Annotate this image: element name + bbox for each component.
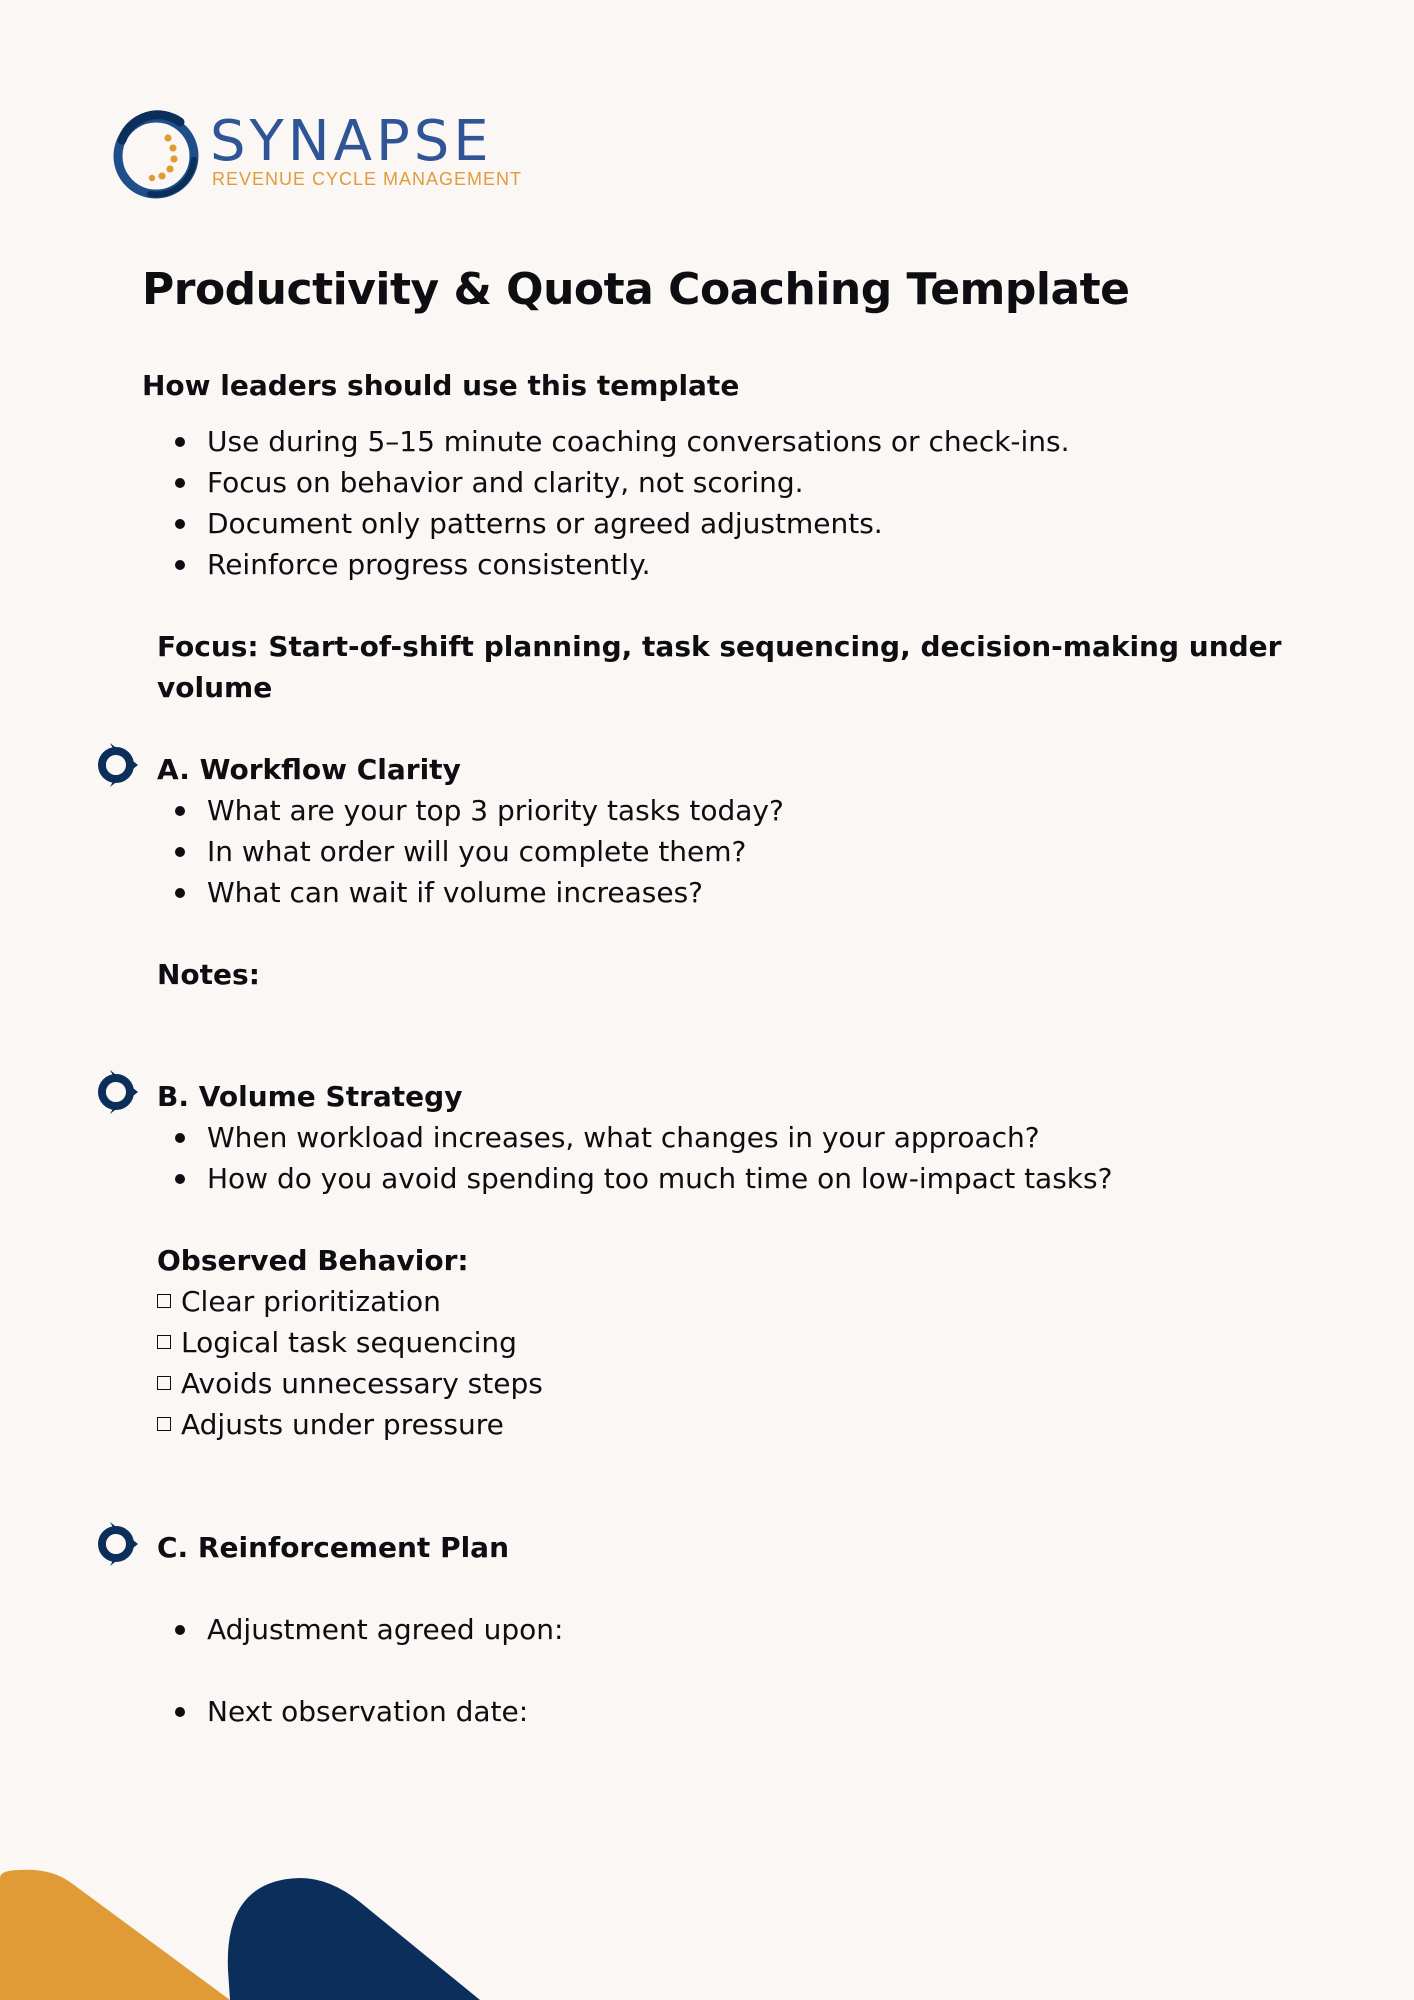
synapse-logo-icon (110, 110, 202, 202)
list-item: What can wait if volume increases? (157, 872, 784, 913)
checklist-item-label: Logical task sequencing (181, 1326, 517, 1359)
focus-line-2: volume (157, 671, 273, 704)
usage-list (157, 421, 1070, 585)
checklist-item[interactable] (157, 1404, 543, 1445)
section-a-heading: A. Workflow Clarity (157, 753, 461, 786)
orange-shape (0, 1870, 230, 2000)
section-c-list (157, 1609, 563, 1650)
observed-behavior-label: Observed Behavior: (157, 1244, 469, 1277)
list-item: When workload increases, what changes in your approach? (157, 1117, 1112, 1158)
logo-tagline: REVENUE CYCLE MANAGEMENT (212, 169, 523, 189)
checklist-item[interactable] (157, 1322, 543, 1363)
section-c-arrow-icon (92, 1520, 142, 1568)
observed-behavior-checklist (157, 1281, 543, 1445)
section-c-heading: C. Reinforcement Plan (157, 1531, 510, 1564)
focus-line-1: Focus: Start-of-shift planning, task sequencing, decision-making under (157, 630, 1282, 663)
list-item: Document only patterns or agreed adjustments. (157, 503, 1070, 544)
list-item: What are your top 3 priority tasks today? (157, 790, 784, 831)
checkbox-icon[interactable] (157, 1376, 171, 1390)
section-b-arrow-icon (92, 1068, 142, 1116)
usage-heading: How leaders should use this template (142, 369, 740, 402)
checklist-item[interactable] (157, 1281, 543, 1322)
section-c-list-2 (157, 1691, 528, 1732)
decorative-corner-shapes (0, 1860, 520, 2000)
navy-shape (228, 1878, 480, 2000)
checklist-item-label: Clear prioritization (181, 1285, 441, 1318)
list-item: Use during 5–15 minute coaching conversations or check-ins. (157, 421, 1070, 462)
page-title: Productivity & Quota Coaching Template (142, 264, 1130, 315)
checklist-item-label: Adjusts under pressure (181, 1408, 504, 1441)
list-item: Adjustment agreed upon: (157, 1609, 563, 1650)
checklist-item[interactable] (157, 1363, 543, 1404)
section-b-list (157, 1117, 1112, 1199)
list-item: Reinforce progress consistently. (157, 544, 1070, 585)
checkbox-icon[interactable] (157, 1294, 171, 1308)
list-item: In what order will you complete them? (157, 831, 784, 872)
checklist-item-label: Avoids unnecessary steps (181, 1367, 543, 1400)
notes-label: Notes: (157, 958, 260, 991)
section-b-heading: B. Volume Strategy (157, 1080, 463, 1113)
list-item: How do you avoid spending too much time on low-impact tasks? (157, 1158, 1112, 1199)
section-a-list (157, 790, 784, 913)
checkbox-icon[interactable] (157, 1335, 171, 1349)
checkbox-icon[interactable] (157, 1417, 171, 1431)
list-item: Next observation date: (157, 1691, 528, 1732)
logo-wordmark: SYNAPSE (210, 109, 493, 174)
list-item: Focus on behavior and clarity, not scoring. (157, 462, 1070, 503)
section-a-arrow-icon (92, 741, 142, 789)
